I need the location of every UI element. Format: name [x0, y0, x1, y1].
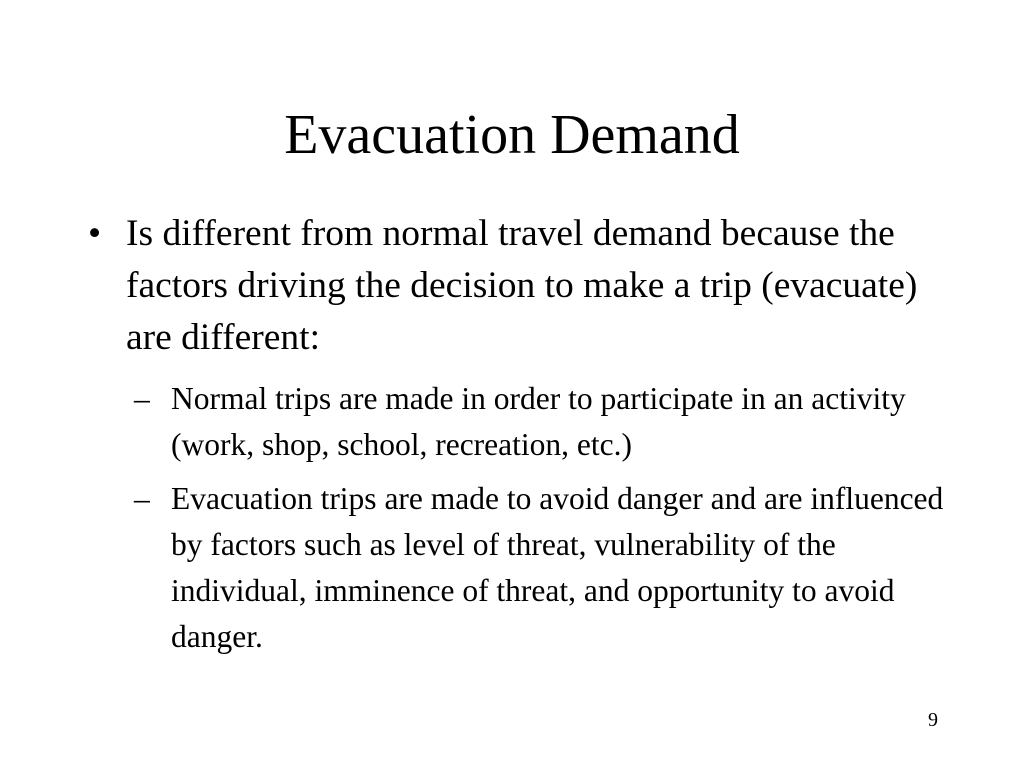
dash-marker: – [134, 481, 150, 516]
sub-bullet-text: Evacuation trips are made to avoid danger and are influenced by factors such as level of threat, vulnerability of the individual, imminence of threat, and opportunity to avoid danger. [171, 481, 944, 654]
main-bullet [88, 208, 968, 660]
bullet-marker: • [88, 213, 102, 254]
sub-bullet-evacuation-trips [126, 476, 968, 660]
slide-content [88, 208, 968, 668]
page-number: 9 [928, 709, 938, 731]
slide-title: Evacuation Demand [284, 104, 740, 166]
sub-bullet-text: Normal trips are made in order to participate in an activity (work, shop, school, recreation, etc.) [171, 381, 906, 462]
sub-bullet-normal-trips [126, 376, 968, 468]
dash-marker: – [134, 381, 150, 416]
sub-bullet-list [126, 376, 968, 660]
main-bullet-text: Is different from normal travel demand because the factors driving the decision to make a trip (evacuate) are different: [126, 213, 918, 358]
